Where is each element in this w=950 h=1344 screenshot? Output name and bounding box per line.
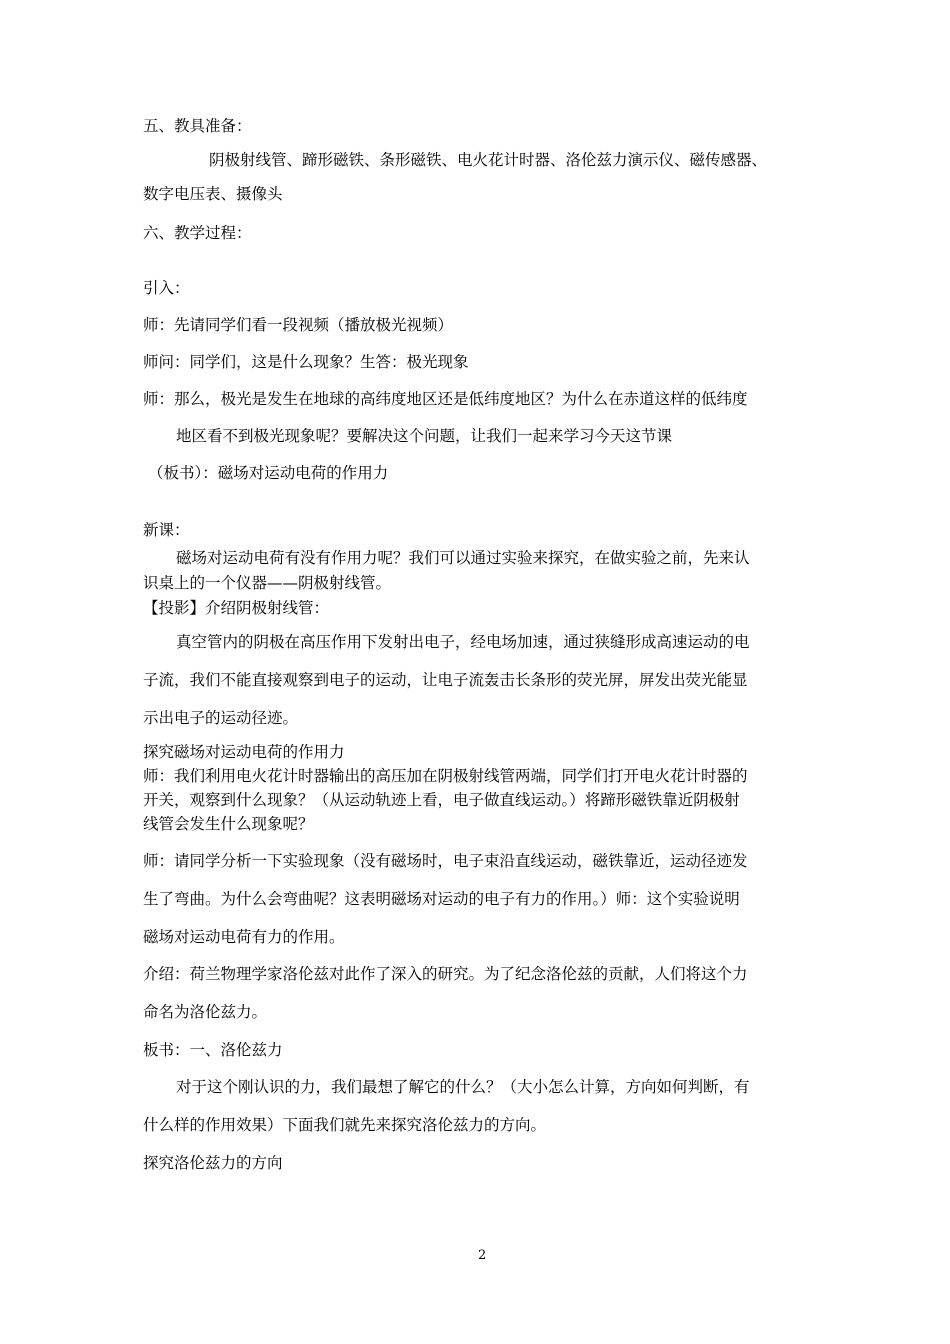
section-heading-equipment: 五、教具准备： [143, 117, 252, 135]
paragraph-line: 生了弯曲。为什么会弯曲呢？这表明磁场对运动的电子有力的作用。）师：这个实验说明 [143, 890, 740, 908]
paragraph-line: 师：先请同学们看一段视频（播放极光视频） [143, 316, 454, 334]
board-note: （板书）：磁场对运动电荷的作用力 [148, 464, 389, 482]
paragraph-line: 子流，我们不能直接观察到电子的运动，让电子流轰击长条形的荧光屏，屏发出荧光能显 [143, 671, 748, 689]
paragraph-line: 师：我们利用电火花计时器输出的高压加在阴极射线管两端，同学们打开电火花计时器的 [143, 767, 748, 785]
board-note: 板书：一、洛伦兹力 [143, 1041, 283, 1059]
paragraph-line: 师问：同学们，这是什么现象？生答：极光现象 [143, 353, 469, 371]
paragraph-line: 地区看不到极光现象呢？要解决这个问题，让我们一起来学习今天这节课 [176, 427, 673, 445]
projection-heading: 【投影】介绍阴极射线管： [143, 599, 330, 617]
section-heading-process: 六、教学过程： [143, 224, 252, 242]
subheading-intro: 引入： [143, 279, 190, 297]
equipment-list-line: 阴极射线管、蹄形磁铁、条形磁铁、电火花计时器、洛伦兹力演示仪、磁传感器、 [209, 151, 768, 169]
paragraph-line: 示出电子的运动径迹。 [143, 709, 299, 727]
subheading-explore-force: 探究磁场对运动电荷的作用力 [143, 743, 345, 761]
subheading-explore-direction: 探究洛伦兹力的方向 [143, 1154, 283, 1172]
paragraph-line: 磁场对运动电荷有力的作用。 [143, 928, 345, 946]
paragraph-line: 真空管内的阴极在高压作用下发射出电子，经电场加速，通过狭缝形成高速运动的电 [176, 633, 750, 651]
paragraph-line: 开关，观察到什么现象？（从运动轨迹上看，电子做直线运动。）将蹄形磁铁靠近阴极射 [143, 791, 740, 809]
paragraph-line: 命名为洛伦兹力。 [143, 1003, 268, 1021]
paragraph-line: 线管会发生什么现象呢？ [143, 815, 314, 833]
paragraph-line: 什么样的作用效果）下面我们就先来探究洛伦兹力的方向。 [143, 1116, 547, 1134]
paragraph-line: 识桌上的一个仪器——阴极射线管。 [143, 574, 392, 592]
page-number: 2 [478, 1248, 487, 1263]
subheading-new-lesson: 新课： [143, 521, 190, 539]
paragraph-line: 介绍：荷兰物理学家洛伦兹对此作了深入的研究。为了纪念洛伦兹的贡献，人们将这个力 [143, 965, 748, 983]
paragraph-line: 磁场对运动电荷有没有作用力呢？我们可以通过实验来探究，在做实验之前，先来认 [176, 549, 750, 567]
paragraph-line: 师：请同学分析一下实验现象（没有磁场时，电子束沿直线运动，磁铁靠近，运动径迹发 [143, 852, 748, 870]
paragraph-line: 师：那么，极光是发生在地球的高纬度地区还是低纬度地区？为什么在赤道这样的低纬度 [143, 390, 748, 408]
equipment-list-line: 数字电压表、摄像头 [143, 185, 283, 203]
paragraph-line: 对于这个刚认识的力，我们最想了解它的什么？（大小怎么计算，方向如何判断，有 [176, 1078, 750, 1096]
